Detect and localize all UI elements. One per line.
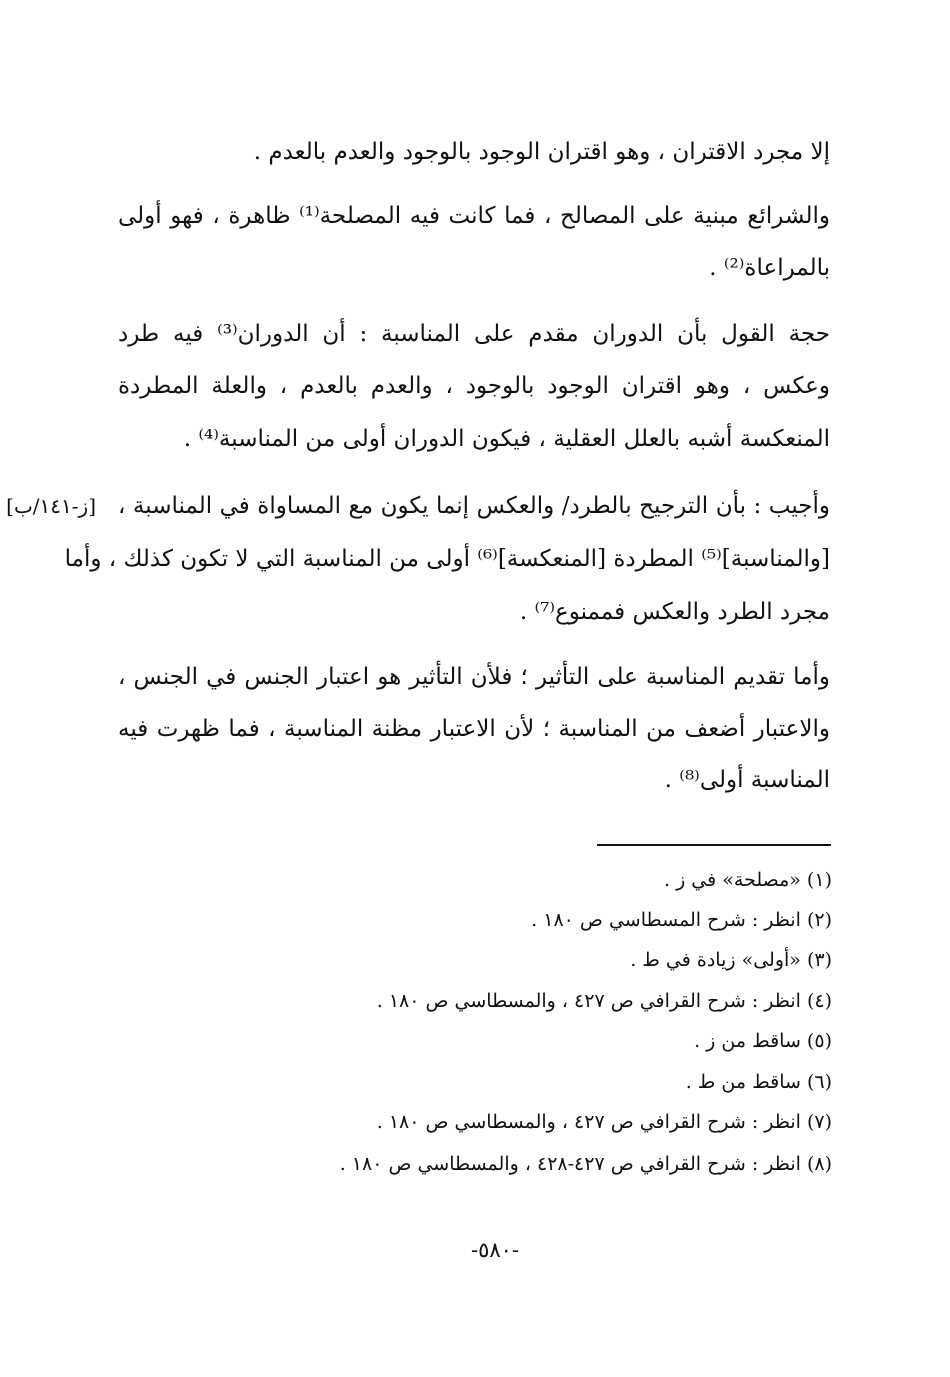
text-line: مجرد الطرد والعكس فممنوع⁽⁷⁾ . [519, 599, 830, 625]
footnote: (١) «مصلحة» في ز . [664, 869, 832, 891]
text-line: والاعتبار أضعف من المناسبة ؛ لأن الاعتبار مظنة المناسبة ، فما ظهرت فيه [118, 716, 830, 742]
footnote: (٧) انظر : شرح القرافي ص ٤٢٧ ، والمسطاسي ص ١٨٠ . [376, 1111, 832, 1133]
footnote: (٦) ساقط من ط . [685, 1071, 832, 1093]
text-line: وأما تقديم المناسبة على التأثير ؛ فلأن التأثير هو اعتبار الجنس في الجنس ، [118, 664, 830, 690]
text-line: بالمراعاة⁽²⁾ . [709, 255, 830, 281]
text-line: إلا مجرد الاقتران ، وهو اقتران الوجود بالوجود والعدم بالعدم . [253, 139, 830, 165]
footnote-separator [597, 844, 831, 846]
text-line: وأجيب : بأن الترجيح بالطرد/ والعكس إنما يكون مع المساواة في المناسبة ، [118, 493, 830, 519]
footnote: (٥) ساقط من ز . [694, 1030, 832, 1052]
text-line: المناسبة أولى⁽⁸⁾ . [664, 767, 830, 793]
margin-reference: [ز-١٤١/ب] [6, 494, 96, 518]
text-line: وعكس ، وهو اقتران الوجود بالوجود ، والعدم بالعدم ، والعلة المطردة [118, 373, 830, 399]
page-number: -٥٨٠- [470, 1238, 520, 1262]
text-line: المنعكسة أشبه بالعلل العقلية ، فيكون الدوران أولى من المناسبة⁽⁴⁾ . [183, 426, 830, 452]
text-line: [والمناسبة]⁽⁵⁾ المطردة [المنعكسة]⁽⁶⁾ أولى من المناسبة التي لا تكون كذلك ، وأما [64, 546, 830, 572]
text-line: حجة القول بأن الدوران مقدم على المناسبة : أن الدوران⁽³⁾ فيه طرد [118, 321, 830, 347]
footnote: (٤) انظر : شرح القرافي ص ٤٢٧ ، والمسطاسي ص ١٨٠ . [376, 990, 832, 1012]
footnote: (٣) «أولى» زيادة في ط . [630, 949, 832, 971]
footnote: (٨) انظر : شرح القرافي ص ٤٢٧-٤٢٨ ، والمسطاسي ص ١٨٠ . [339, 1153, 832, 1175]
text-line: والشرائع مبنية على المصالح ، فما كانت فيه المصلحة⁽¹⁾ ظاهرة ، فهو أولى [118, 203, 830, 229]
footnote: (٢) انظر : شرح المسطاسي ص ١٨٠ . [531, 909, 832, 931]
